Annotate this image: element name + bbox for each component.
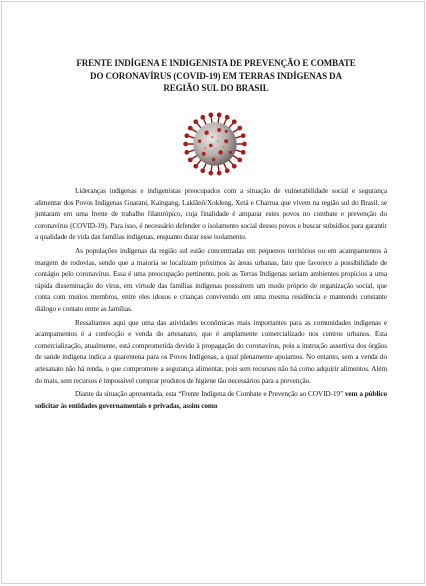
paragraph — [35, 388, 387, 411]
coronavirus-illustration — [180, 109, 250, 179]
paragraph: As populações indígenas da região sul estão concentradas em pequenos territórios ou em acampamentos à margem de rodovias, sendo que a maioria se localizam próximos às áreas urbanas, fato que favorece a possibilidade de contágio pelo coronavírus. Essa é uma preocupação pertinente, pois as Terras Indígenas seriam ambientes propícios a uma rápida disseminação do vírus, em virtude das famílias indígenas possuírem um modo próprio de organização social, que conta com muitos membros, entre eles idosos e crianças convivendo em uma mesma residência e mantendo constante diálogo e contato entre as famílias. — [35, 245, 387, 313]
document-page — [1, 1, 425, 584]
paragraph-plain-text: Diante da situação apresentada, esta “Frente Indígena de Combate e Prevenção ao COVID-19” — [75, 389, 344, 399]
document-title: FRENTE INDÍGENA E INDIGENISTA DE PREVENÇÃO E COMBATE DO CORONAVÍRUS (COVID-19) EM TERRAS INDÍGENAS DA REGIÃO SUL DO BRASIL — [76, 58, 356, 93]
document-body — [35, 185, 387, 413]
paragraph: Lideranças indígenas e indigenistas preocupados com a situação de vulnerabilidade social e segurança alimentar dos Povos Indígenas Guarani, Kaingang, Laklãnõ/Xokleng, Xetá e Charrua que vivem na região sul do Brasil, se juntaram em uma frente de trabalho filantrópico, cuja finalidade é amparar estes povos no combate e prevenção do coronavírus (COVID-19). Para isso, é necessário defender o isolamento social desses povos e buscar subsídios para garantir a qualidade de vida das famílias indígenas, enquanto durar esse isolamento. — [35, 186, 387, 242]
paragraph: Ressaltamos aqui que uma das atividades econômicas mais importantes para as comunidades indígenas e acampamentos é a confecção e venda do artesanato, que é amplamente comercializado nos centros urbanos. Esta comercialização, atualmente, está comprometida devido à propagação do coronavírus, pois a instrução assertiva dos órgãos de saúde indígena indica a quarentena para os Povos Indígenas, a qual plenamente apoiamos. No entanto, sem a venda do artesanato não há renda, o que compromete a segurança alimentar, pois sem recursos não há como adquirir alimentos. Além do mais, sem recursos é impossível comprar produtos de higiene tão necessários para a prevenção. — [35, 317, 387, 385]
paragraph-bold-text: vem a público solicitar às entidades governamentais e privadas, assim como — [35, 389, 387, 410]
